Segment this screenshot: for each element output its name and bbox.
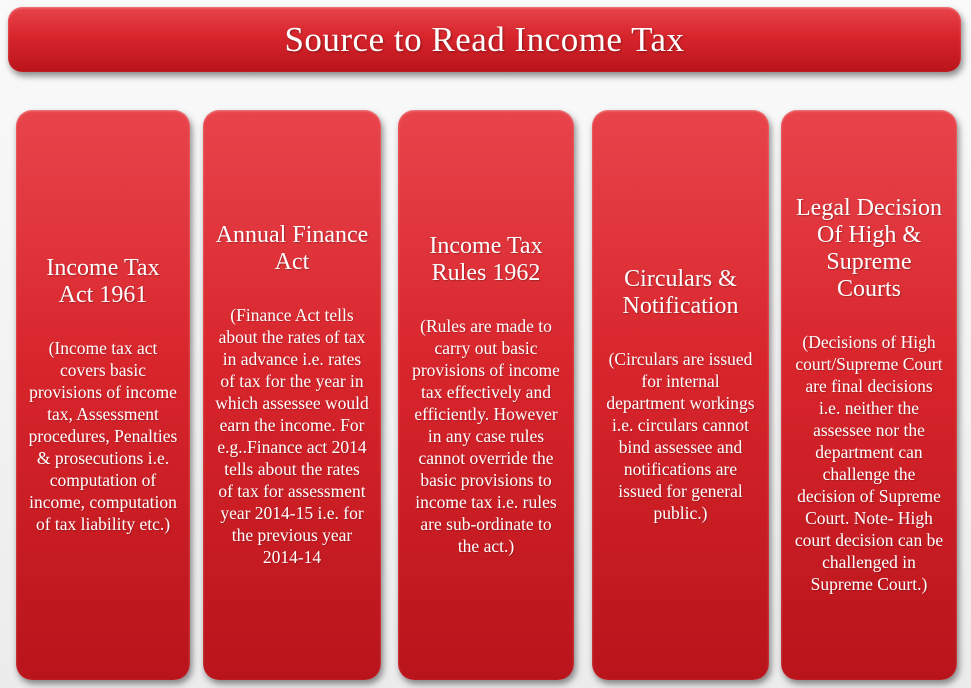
card-description: (Circulars are issued for internal department workings i.e. circulars cannot bind assessee and notifications are issued for general public.): [606, 349, 755, 523]
card-income-tax-rules: [398, 110, 574, 680]
title-banner: [8, 7, 961, 72]
card-legal-decisions: [781, 110, 957, 680]
card-description: (Decisions of High court/Supreme Court are final decisions i.e. neither the assessee nor the department can challenge the decision of Supreme Court. Note- High court decision can be challenged in Supreme Court.): [794, 332, 944, 594]
card-heading: Income Tax Rules 1962: [429, 233, 543, 286]
card-description: (Income tax act covers basic provisions of income tax, Assessment procedures, Penalties & prosecutions i.e. computation of income, computation of tax liability etc.): [28, 338, 178, 534]
card-income-tax-act: [16, 110, 190, 680]
card-annual-finance-act: [203, 110, 381, 680]
card-circulars-notification: [592, 110, 769, 680]
card-heading: Annual Finance Act: [215, 222, 369, 275]
card-heading: Legal Decision Of High & Supreme Courts: [796, 195, 942, 302]
card-heading: Income Tax Act 1961: [46, 255, 160, 308]
diagram-title: Source to Read Income Tax: [284, 19, 685, 59]
card-description: (Finance Act tells about the rates of tax in advance i.e. rates of tax for the year in which assessee would earn the income. For e.g..Finance act 2014 tells about the rates of tax for assessment year 2014-15 i.e. for the previous year 2014-14: [215, 305, 369, 567]
card-heading: Circulars & Notification: [622, 266, 739, 319]
card-description: (Rules are made to carry out basic provisions of income tax effectively and efficiently. However in any case rules cannot override the basic provisions to income tax i.e. rules are sub-ordinate to the act.): [412, 316, 560, 556]
